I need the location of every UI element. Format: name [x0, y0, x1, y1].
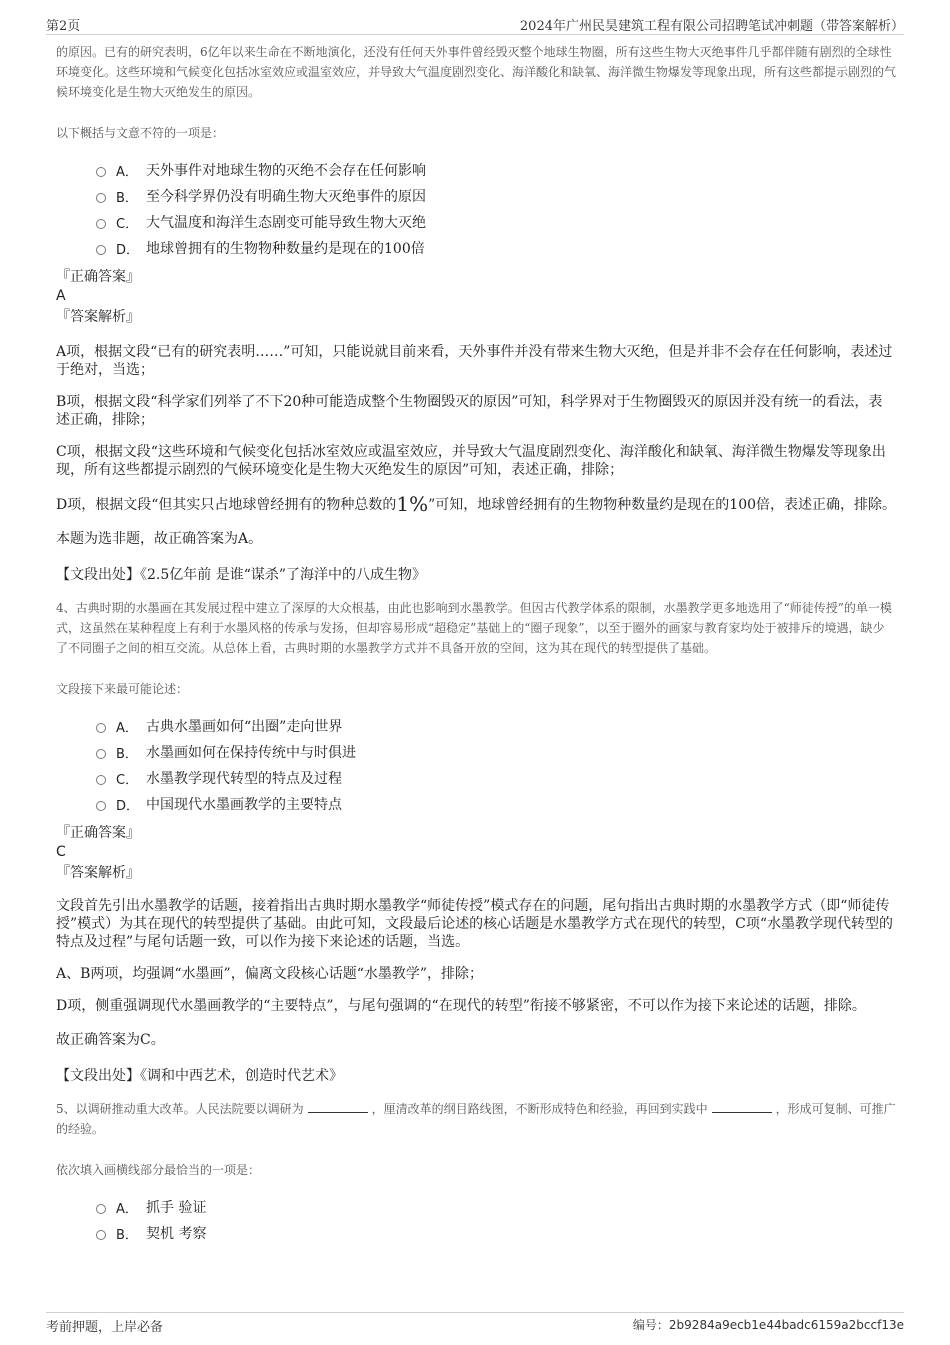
radio-icon[interactable]: [96, 749, 106, 759]
q4-options: [96, 713, 896, 817]
q3-explanation-d: D项，根据文段“但其实只占地球曾经拥有的物种总数的1%”可知，地球曾经拥有的生物物种数量约是现在的100倍，表述正确，排除。: [56, 492, 897, 516]
q4-explanation-2: A、B两项，均强调“水墨画”，偏离文段核心话题“水墨教学”，排除；: [56, 966, 484, 982]
radio-icon[interactable]: [96, 193, 106, 203]
radio-icon[interactable]: [96, 167, 106, 177]
radio-icon[interactable]: [96, 245, 106, 255]
document-body: [56, 42, 896, 1246]
page-number: 第2页: [46, 19, 81, 34]
q3-passage: 的原因。已有的研究表明，6亿年以来生命在不断地演化，还没有任何天外事件曾经毁灭整个地球生物圈，所有这些生物大灭绝事件几乎都伴随有剧烈的全球性环境变化。这些环境和气候变化包括冰室效应或温室效应，并导致大气温度剧烈变化、海洋酸化和缺氧、海洋微生物爆发等现象出现，所有这些都提示剧烈的气候环境变化是生物大灭绝发生的原因。: [56, 45, 897, 99]
q5-options: [96, 1194, 896, 1246]
q5-option-a[interactable]: A． 抓手 验证: [96, 1194, 896, 1220]
page-header: [46, 12, 904, 35]
q3-option-b[interactable]: B． 至今科学界仍没有明确生物大灭绝事件的原因: [96, 183, 896, 209]
q3-explanation-b: B项，根据文段“科学家们列举了不下20种可能造成整个生物圈毁灭的原因”可知，科学界对于生物圈毁灭的原因并没有统一的看法，表述正确，排除；: [56, 394, 883, 428]
footer-slogan: 考前押题，上岸必备: [46, 1320, 164, 1335]
q3-prompt: 以下概括与文意不符的一项是：: [56, 126, 225, 140]
radio-icon[interactable]: [96, 775, 106, 785]
q4-conclusion: 故正确答案为C。: [56, 1032, 165, 1048]
q4-option-a[interactable]: A． 古典水墨画如何“出圈”走向世界: [96, 713, 896, 739]
q4-option-c[interactable]: C． 水墨教学现代转型的特点及过程: [96, 765, 896, 791]
q3-conclusion: 本题为选非题，故正确答案为A。: [56, 531, 263, 547]
radio-icon[interactable]: [96, 801, 106, 811]
radio-icon[interactable]: [96, 219, 106, 229]
q3-options: [96, 157, 896, 261]
q4-question: 4、古典时期的水墨画在其发展过程中建立了深厚的大众根基，由此也影响到水墨教学。但因古代教学体系的限制，水墨教学更多地选用了“师徒传授”的单一模式，这虽然在某种程度上有利于水墨风格的传承与发扬，但却容易形成“超稳定”基础上的“圈子现象”，以至于圈外的画家与教育家均处于被排斥的境遇，缺少了不同圈子之间的相互交流。从总体上看，古典时期的水墨教学方式并不具备开放的空间，这为其在现代的转型提供了基础。: [56, 601, 892, 655]
q3-source: 【文段出处】《2.5亿年前 是谁“谋杀”了海洋中的八成生物》: [56, 567, 427, 583]
q3-analysis-label: 『答案解析』: [56, 309, 140, 325]
q3-explanation-a: A项，根据文段“已有的研究表明……”可知，只能说就目前来看，天外事件并没有带来生物大灭绝，但是并非不会存在任何影响，表述过于绝对，当选；: [56, 344, 893, 378]
q4-answer: C: [56, 844, 66, 860]
document-title: 2024年广州民昊建筑工程有限公司招聘笔试冲刺题（带答案解析）: [519, 19, 904, 34]
q4-answer-label: 『正确答案』: [56, 825, 140, 841]
document-id: 编号：2b9284a9ecb1e44badc6159a2bccf13e: [632, 1318, 904, 1332]
page-footer: [46, 1312, 904, 1337]
q3-option-d[interactable]: D． 地球曾拥有的生物物种数量约是现在的100倍: [96, 235, 896, 261]
q5-prompt: 依次填入画横线部分最恰当的一项是：: [56, 1163, 261, 1177]
radio-icon[interactable]: [96, 723, 106, 733]
q4-option-b[interactable]: B． 水墨画如何在保持传统中与时俱进: [96, 739, 896, 765]
q4-option-d[interactable]: D． 中国现代水墨画教学的主要特点: [96, 791, 896, 817]
q3-explanation-c: C项，根据文段“这些环境和气候变化包括冰室效应或温室效应，并导致大气温度剧烈变化、海洋酸化和缺氧、海洋微生物爆发等现象出现，所有这些都提示剧烈的气候环境变化是生物大灭绝发生的原因”可知，表述正确，排除；: [56, 444, 886, 478]
radio-icon[interactable]: [96, 1230, 106, 1240]
q4-explanation-3: D项，侧重强调现代水墨画教学的“主要特点”，与尾句强调的“在现代的转型”衔接不够紧密，不可以作为接下来论述的话题，排除。: [56, 998, 866, 1014]
q5-option-b[interactable]: B． 契机 考察: [96, 1220, 896, 1246]
q3-answer-label: 『正确答案』: [56, 269, 140, 285]
q3-answer: A: [56, 288, 66, 304]
q4-explanation-1: 文段首先引出水墨教学的话题，接着指出古典时期水墨教学“师徒传授”模式存在的问题，尾句指出古典时期的水墨教学方式（即“师徒传授”模式）为其在现代的转型提供了基础。由此可知，文段最后论述的核心话题是水墨教学方式在现代的转型，C项“水墨教学现代转型的特点及过程”与尾句话题一致，可以作为接下来论述的话题，当选。: [56, 898, 894, 950]
q4-prompt: 文段接下来最可能论述：: [56, 682, 189, 696]
q3-option-c[interactable]: C． 大气温度和海洋生态剧变可能导致生物大灭绝: [96, 209, 896, 235]
fraction-value: 1%: [396, 492, 429, 516]
q4-source: 【文段出处】《调和中西艺术，创造时代艺术》: [56, 1068, 343, 1084]
fill-blank-2: [712, 1100, 772, 1113]
q5-question: 5、以调研推动重大改革。人民法院要以调研为 ，厘清改革的纲目路线图，不断形成特色和经验，再回到实践中 ，形成可复制、可推广的经验。: [56, 1102, 896, 1136]
radio-icon[interactable]: [96, 1204, 106, 1214]
q3-option-a[interactable]: A． 天外事件对地球生物的灭绝不会存在任何影响: [96, 157, 896, 183]
q4-analysis-label: 『答案解析』: [56, 865, 140, 881]
fill-blank-1: [308, 1100, 368, 1113]
